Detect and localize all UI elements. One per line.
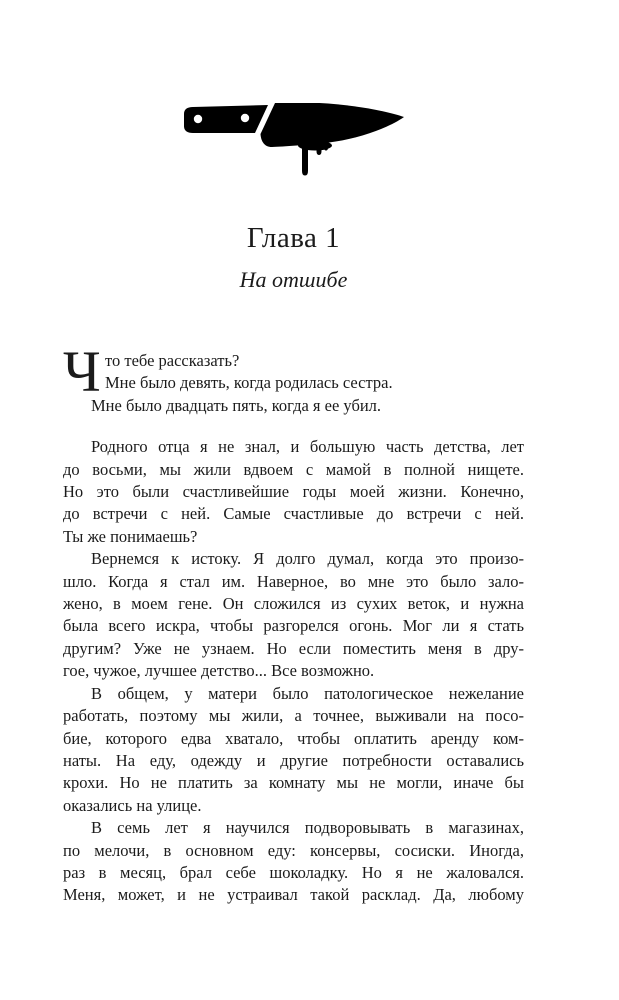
rivet-hole — [240, 114, 248, 122]
text-line: шло. Когда я стал им. Наверное, во мне это было зало- — [63, 571, 524, 591]
opening-lines — [105, 350, 524, 395]
text-line: наты. На еду, одежду и другие потребности оставались — [63, 750, 524, 770]
text-line: раз в месяц, брал себе шоколадку. Но я не жаловался. — [63, 862, 524, 882]
text-line: жено, в моем гене. Он сложился из сухих веток, и нужна — [63, 594, 524, 614]
text-line: Родного отца я не знал, и большую часть детства, лет — [91, 437, 524, 457]
text-line: Мне было девять, когда родилась сестра. — [105, 373, 393, 393]
blood-drip — [302, 146, 308, 176]
paragraph — [63, 548, 524, 682]
text-line: работать, поэтому мы жили, а точнее, выживали на посо- — [63, 706, 524, 726]
paragraph — [63, 683, 524, 817]
chapter-body — [63, 339, 524, 907]
chapter-subtitle: На отшибе — [239, 267, 348, 292]
drop-cap: Ч — [63, 339, 101, 404]
paragraph — [63, 436, 524, 548]
blood-drip — [324, 145, 328, 151]
rivet-hole — [193, 115, 201, 123]
text-line: бие, которого едва хватало, чтобы оплатить аренду ком- — [63, 728, 524, 748]
text-line: до встречи с ней. Самые счастливые до встречи с ней. — [63, 504, 524, 524]
text-line: другим? Уже не узнаем. Но если поместить меня в дру- — [63, 638, 524, 658]
blood-drip — [316, 146, 321, 155]
opening-paragraph — [63, 339, 524, 404]
text-line: крохи. Но не платить за комнату мы не могли, иначе бы — [63, 773, 524, 793]
text-line: Но это были счастливейшие годы моей жизни. Конечно, — [63, 482, 524, 502]
text-line: В общем, у матери было патологическое нежелание — [91, 683, 524, 703]
knife-icon — [184, 103, 404, 179]
text-line: Вернемся к истоку. Я долго думал, когда это произо- — [91, 549, 524, 569]
text-line: Ты же понимаешь? — [63, 526, 198, 546]
text-line: гое, чужое, лучшее детство... Все возможно. — [63, 661, 375, 681]
text-line: была всего искра, чтобы разгорелся огонь. Мог ли я стать — [63, 616, 524, 636]
text-line: Меня, может, и не устраивал такой расклад. Да, любому — [63, 885, 524, 905]
chapter-ornament — [63, 103, 524, 184]
text-line: В семь лет я научился подворовывать в магазинах, — [91, 818, 524, 838]
text-line: по мелочи, в основном еду: консервы, сосиски. Иногда, — [63, 840, 524, 860]
text-line: до восьми, мы жили вдвоем с мамой в полной нищете. — [63, 459, 524, 479]
text-line: Мне было двадцать пять, когда я ее убил. — [91, 395, 382, 415]
paragraph — [63, 817, 524, 907]
text-line: оказались на улице. — [63, 795, 202, 815]
chapter-title: Глава 1 — [246, 222, 341, 254]
paragraphs — [63, 436, 524, 907]
text-line: то тебе рассказать? — [105, 351, 240, 370]
